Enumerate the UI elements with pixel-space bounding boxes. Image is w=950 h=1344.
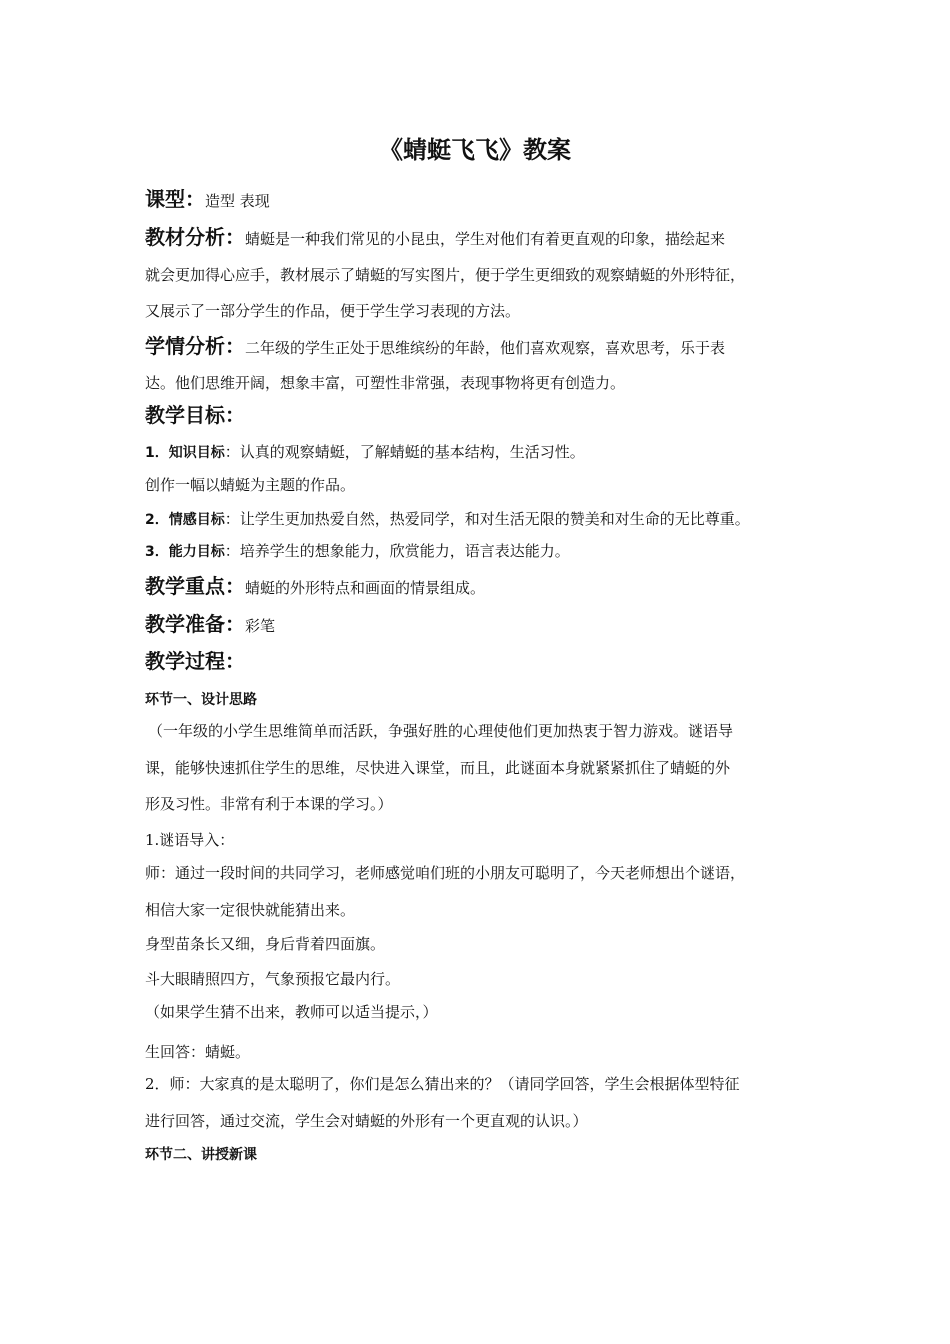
objective-num: 1． (145, 445, 169, 461)
key-points-row (145, 575, 485, 599)
process-line: 1.谜语导入： (145, 831, 235, 849)
objective-text: 创作一幅以蜻蜓为主题的作品。 (145, 476, 356, 494)
objective-text: ：让学生更加热爱自然，热爱同学，和对生活无限的赞美和对生命的无比尊重。 (224, 510, 750, 528)
student-analysis-row (145, 335, 725, 359)
process-line: 2．师：大家真的是太聪明了，你们是怎么猜出来的？（请同学回答，学生会根据体型特征 (145, 1075, 740, 1093)
material-analysis-text: 蜻蜓是一种我们常见的小昆虫，学生对他们有着更直观的印象，描绘起来 (245, 230, 726, 248)
material-analysis-line: 就会更加得心应手，教材展示了蜻蜓的写实图片，便于学生更细致的观察蜻蜓的外形特征， (145, 266, 746, 284)
process-line: 相信大家一定很快就能猜出来。 (145, 901, 356, 919)
process-line: 进行回答，通过交流，学生会对蜻蜓的外形有一个更直观的认识。） (145, 1112, 588, 1130)
material-analysis-row (145, 226, 725, 250)
objective-num: 3． (145, 544, 169, 560)
process-heading (145, 650, 245, 674)
preparation-row (145, 613, 275, 637)
process-line: 师：通过一段时间的共同学习，老师感觉咱们班的小朋友可聪明了，今天老师想出个谜语， (145, 864, 746, 882)
process-line: 形及习性。非常有利于本课的学习。） (145, 795, 393, 813)
course-type-value: 造型 表现 (205, 192, 270, 210)
objective-text: ：认真的观察蜻蜓，了解蜻蜓的基本结构，生活习性。 (224, 443, 585, 461)
objectives-label: 教学目标： (145, 403, 245, 427)
objective-item (145, 474, 355, 496)
process-line: 斗大眼睛照四方，气象预报它最内行。 (145, 970, 401, 988)
objectives-heading (145, 404, 245, 428)
objective-item (145, 441, 585, 464)
student-analysis-text: 二年级的学生正处于思维缤纷的年龄，他们喜欢观察，喜欢思考，乐于表 (245, 339, 726, 357)
objective-item (145, 508, 750, 531)
preparation-value: 彩笔 (245, 617, 276, 635)
process-line: （如果学生猜不出来，教师可以适当提示，） (145, 1003, 438, 1021)
process-line: 生回答：蜻蜓。 (145, 1043, 251, 1061)
objective-label: 情感目标 (168, 512, 225, 528)
objective-item (145, 540, 570, 563)
student-analysis-label: 学情分析： (145, 334, 245, 358)
section1-title (145, 688, 257, 711)
material-analysis-line: 又展示了一部分学生的作品，便于学生学习表现的方法。 (145, 302, 521, 320)
process-label: 教学过程： (145, 649, 245, 673)
process-line: 身型苗条长又细，身后背着四面旗。 (145, 935, 386, 953)
key-points-label: 教学重点： (145, 574, 245, 598)
course-type-label: 课型： (145, 187, 205, 211)
document-title: 《蜻蜓飞飞》教案 (379, 136, 571, 164)
objective-label: 能力目标 (168, 544, 225, 560)
key-points-value: 蜻蜓的外形特点和画面的情景组成。 (245, 579, 486, 597)
section2-title-text: 环节二、讲授新课 (145, 1147, 257, 1163)
process-line: （一年级的小学生思维简单而活跃，争强好胜的心理使他们更加热衷于智力游戏。谜语导 (148, 722, 734, 740)
material-analysis-label: 教材分析： (145, 225, 245, 249)
student-analysis-line: 达。他们思维开阔，想象丰富，可塑性非常强，表现事物将更有创造力。 (145, 374, 626, 392)
course-type-row (145, 188, 270, 212)
preparation-label: 教学准备： (145, 612, 245, 636)
process-line: 课，能够快速抓住学生的思维，尽快进入课堂，而且，此谜面本身就紧紧抓住了蜻蜓的外 (145, 759, 731, 777)
objective-label: 知识目标 (168, 445, 225, 461)
section1-title-text: 环节一、设计思路 (145, 692, 257, 708)
section2-title (145, 1143, 257, 1166)
objective-num: 2． (145, 512, 169, 528)
objective-text: ：培养学生的想象能力，欣赏能力，语言表达能力。 (224, 542, 570, 560)
